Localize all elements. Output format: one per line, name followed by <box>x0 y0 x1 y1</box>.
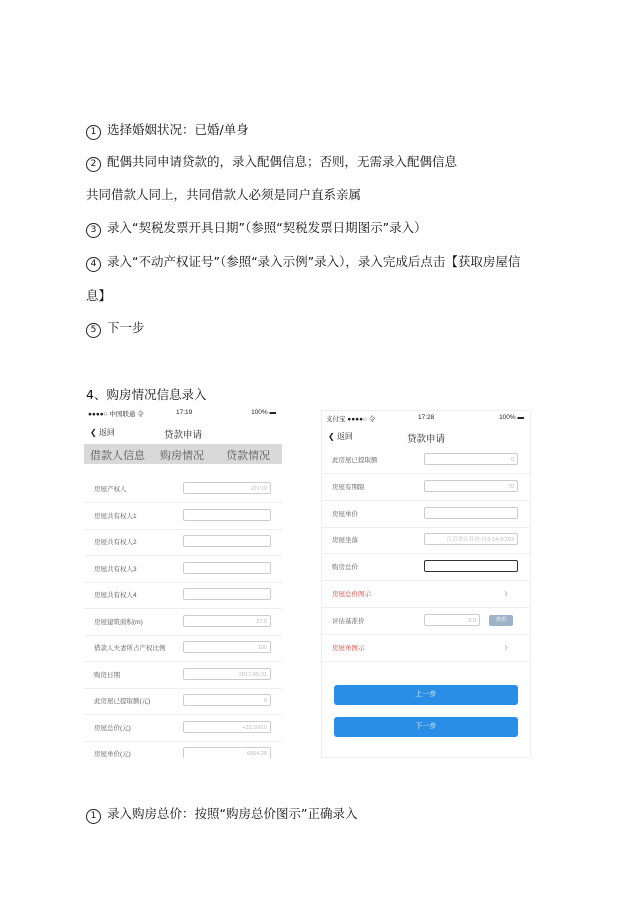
form-row <box>84 476 282 503</box>
field-input[interactable]: 0 <box>424 453 518 465</box>
tab-bar <box>84 444 282 464</box>
link-row[interactable] <box>322 581 530 608</box>
field-label: 此房屋已提取额(元) <box>94 698 151 705</box>
back-label: 返回 <box>336 432 353 441</box>
step-text: 录入“契税发票开具日期”（参照“契税发票日期图示”录入） <box>107 220 427 235</box>
field-label: 房屋有期限 <box>332 483 365 491</box>
next-step-button[interactable]: 下一步 <box>334 717 518 737</box>
battery-text: 100% ▬ <box>499 414 524 421</box>
field-label: 房屋产权人 <box>94 486 127 493</box>
form-row <box>322 474 530 501</box>
field-input[interactable]: 27.5 <box>183 615 271 627</box>
field-label: 此房屋已提取额 <box>332 457 378 464</box>
field-label: 房屋共有权人1 <box>94 512 137 520</box>
link-label: 房屋总价图示 <box>332 591 371 598</box>
field-label: 购房日期 <box>94 671 120 679</box>
step-number: 2 <box>86 157 101 172</box>
field-input[interactable]: 6064.28 <box>183 747 271 758</box>
form-row <box>84 662 282 689</box>
step-number: 1 <box>86 125 101 140</box>
field-input[interactable] <box>183 562 271 574</box>
form-row <box>84 741 282 758</box>
field-input[interactable] <box>424 507 518 519</box>
field-input[interactable]: 2017-05-31 <box>183 668 271 680</box>
field-input[interactable]: +33,100.0 <box>183 721 271 733</box>
section-title: 4、购房情况信息录入 <box>86 387 207 402</box>
form-row <box>322 608 530 635</box>
field-label: 房屋建筑面积(m) <box>94 618 143 626</box>
step-number: 5 <box>86 323 101 338</box>
form-row <box>84 556 282 583</box>
time-text: 17:19 <box>176 409 193 416</box>
tab-loan-info[interactable]: 贷款情况 <box>226 450 270 462</box>
field-label: 房屋共有权人4 <box>94 592 137 599</box>
carrier-text: ●●●●○ 中国联通 令 <box>88 411 144 418</box>
nav-title: 贷款申请 <box>406 434 445 445</box>
field-label: 评估基准价 <box>332 617 365 625</box>
step-1 <box>86 122 249 140</box>
field-label: 房屋单价 <box>332 510 358 518</box>
field-input[interactable]: 70 <box>424 480 518 492</box>
step-text: 选择婚姻状况：已婚/单身 <box>107 122 249 137</box>
form-row <box>84 503 282 530</box>
field-label: 房屋坐落 <box>332 537 358 545</box>
field-input[interactable] <box>183 588 271 600</box>
field-label: 借款人夫妻所占产权比例 <box>94 645 166 652</box>
step-text: 下一步 <box>107 320 145 335</box>
field-input[interactable]: 刘中国 <box>183 482 271 494</box>
step-text: 录入购房总价：按照“购房总价图示”正确录入 <box>107 806 358 821</box>
chevron-left-icon: ❮ <box>328 432 335 441</box>
link-label: 房屋单图示 <box>332 644 365 652</box>
phone-screenshot-left <box>84 406 282 758</box>
nav-bar <box>84 423 282 443</box>
note-line: 共同借款人同上，共同借款人必须是同户直系亲属 <box>86 187 362 202</box>
form-row <box>84 715 282 742</box>
link-row[interactable] <box>322 635 530 662</box>
field-input[interactable] <box>183 535 271 547</box>
field-label: 房屋单价(元) <box>94 751 131 758</box>
step-text: 录入“不动产权证号”（参照“录入示例”录入），录入完成后点击【获取房屋信 <box>107 254 521 269</box>
field-input[interactable]: 江苏省江苏市·区3-14-3-203 <box>424 533 518 545</box>
bottom-step-1 <box>86 806 357 824</box>
form-row <box>322 447 530 474</box>
back-label: 返回 <box>98 428 115 437</box>
nav-bar <box>322 427 530 447</box>
status-bar <box>84 406 282 419</box>
step-text: 配偶共同申请贷款的，录入配偶信息；否则，无需录入配偶信息 <box>107 154 458 169</box>
field-label: 房屋总价(元) <box>94 724 131 732</box>
field-input[interactable]: 0.0 <box>424 614 480 626</box>
field-input[interactable] <box>183 509 271 521</box>
chevron-left-icon: ❮ <box>90 428 97 437</box>
field-input[interactable]: 100 <box>183 641 271 653</box>
step-2 <box>86 154 457 172</box>
step-4 <box>86 254 520 272</box>
prev-step-button[interactable]: 上一步 <box>334 685 518 705</box>
field-input[interactable] <box>424 560 518 572</box>
field-input[interactable]: 0 <box>183 694 271 706</box>
tab-borrower-info[interactable]: 借款人信息 <box>90 450 145 462</box>
phone-screenshot-right <box>321 410 531 758</box>
step-4-cont: 息】 <box>86 288 112 303</box>
carrier-text: 支付宝 ●●●●○ 令 <box>326 416 376 423</box>
chevron-right-icon: › <box>504 586 508 600</box>
form-row <box>322 554 530 581</box>
time-text: 17:28 <box>418 414 435 421</box>
step-5 <box>86 320 145 338</box>
chevron-right-icon: › <box>504 639 508 654</box>
field-label: 房屋共有权人3 <box>94 565 137 573</box>
battery-text: 100% ▬ <box>251 409 276 416</box>
status-bar <box>322 411 530 424</box>
step-number: 3 <box>86 223 101 238</box>
form-row <box>84 609 282 636</box>
form-row <box>84 529 282 556</box>
form-row <box>84 582 282 609</box>
tab-purchase-info[interactable]: 购房情况 <box>160 450 204 462</box>
form-row <box>84 688 282 715</box>
field-label: 房屋共有权人2 <box>94 539 137 546</box>
nav-title: 贷款申请 <box>163 430 202 441</box>
step-number: 4 <box>86 257 101 272</box>
form-row <box>84 635 282 662</box>
form-row <box>322 501 530 528</box>
step-number: 1 <box>86 809 101 824</box>
form-row <box>322 527 530 554</box>
view-button[interactable]: 查看 <box>489 615 513 626</box>
step-3 <box>86 220 427 238</box>
field-label: 购房总价 <box>332 564 358 572</box>
